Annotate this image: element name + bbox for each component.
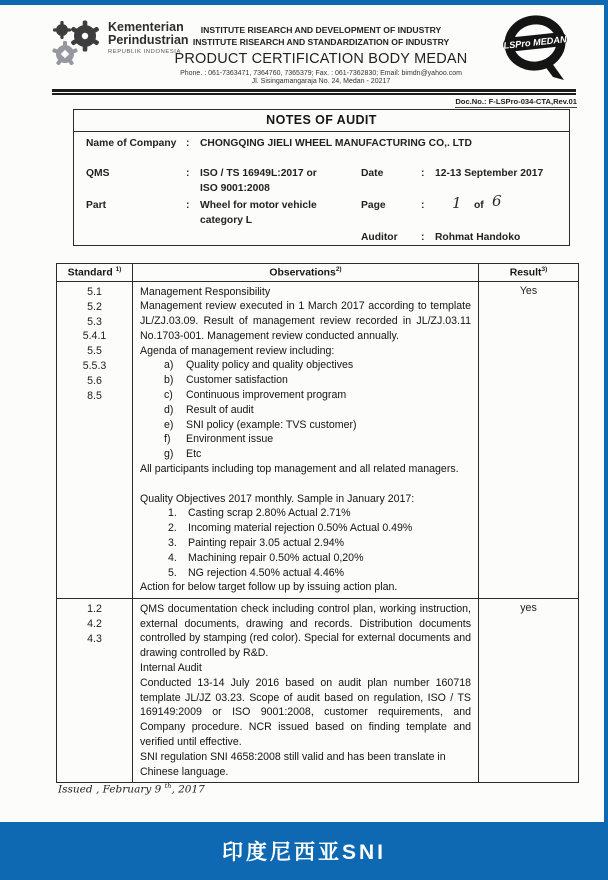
observation-line: Quality Objectives 2017 monthly. Sample in January 2017: [140,492,415,505]
table-header-row [57,264,579,282]
document-page [0,5,604,822]
colon: : [421,200,425,211]
date-label: Date [361,168,384,179]
col-header-standard: Standard $^{1)}$ [57,264,133,282]
org-contact: Phone. : 061-7363471, 7364760, 7365379; Fax. : 061-7362830; Email: bimdn@yahoo.com [180,69,462,77]
page-of-label: of [474,200,484,211]
ministry-line3: REPUBLIK INDONESIA [108,49,181,56]
observations-cell [133,282,479,599]
observation-paragraph: Management review executed in 1 March 2017 according to template JL/ZJ.03.09. Result of management review recorded in JL/ZJ.03.11 No.1703-001. Management review conducted annually. [140,300,471,342]
footer-banner [0,822,608,880]
colon: : [186,168,190,179]
letterhead [152,24,490,85]
observation-line: Action for below target follow up by issuing action plan. [140,581,398,594]
doc-number: Doc.No.: F-LSPro-034-CTA,Rev.01 [455,97,577,106]
observation-paragraph: QMS documentation check including control plan, working instruction, external documents, drawing and records. Distribution documents controlled by stamping (red color). Special for external documents and drawing controlled by R&D. [140,602,471,660]
notes-of-audit-box [73,109,570,246]
colon: : [186,138,190,149]
result-cell: Yes [479,282,579,599]
observation-line: Agenda of management review including: [140,344,335,357]
ministry-line2: Perindustrian [108,33,189,48]
auditor-value: Rohmat Handoko [435,232,521,243]
page-current-handwritten: 1 [452,194,462,212]
page-label: Page [361,200,386,211]
observation-list-item: c) Continuous improvement program [164,389,347,402]
observation-list-item: d) Result of audit [164,403,254,416]
observation-list-item: a) Quality policy and quality objectives [164,359,354,372]
part-value-line2: category L [200,215,253,226]
col-header-result: Result$^{3)}$ [479,264,579,282]
header-divider [52,89,576,95]
qms-value-line1: ISO / TS 16949L:2017 or [200,168,317,179]
colon: : [186,200,190,211]
observation-numbered-item: 4. Machining repair 0.50% actual 0,20% [168,551,364,564]
observation-numbered-item: 5. NG rejection 4.50% actual 4.46% [168,566,345,579]
observation-list-item: e) SNI policy (example: TVS customer) [164,418,357,431]
observation-line: All participants including top management and all related managers. [140,463,459,476]
company-label: Name of Company [86,138,177,149]
qms-label: QMS [86,168,110,179]
observation-numbered-item: 3. Painting repair 3.05 actual 2.94% [168,537,345,550]
issued-date: Issued , February 9 $^{th}$, 2017 [58,782,205,796]
observation-list-item: f) Environment issue [164,433,274,446]
standard-clauses: 5.1 5.2 5.3 5.4.1 5.5 5.5.3 5.6 8.5 [57,282,133,599]
result-cell: yes [479,599,579,783]
table-row [57,599,579,783]
colon: : [421,168,425,179]
ministry-line1: Kementerian [108,20,184,34]
observation-line: Internal Audit [140,661,202,674]
observation-paragraph: SNI regulation SNI 4658:2008 still valid and has been translate in Chinese language. [140,750,446,778]
col-header-observations: Observations$^{2)}$ [133,264,479,282]
company-value: CHONGQING JIELI WHEEL MANUFACTURING CO,. LTD [200,138,472,149]
notes-title: NOTES OF AUDIT [74,110,569,132]
observation-line: Management Responsibility [140,285,271,298]
audit-table [56,263,579,783]
observation-paragraph: Conducted 13-14 July 2016 based on audit plan number 160718 template JL/JZ 03.23. Scope of audit based on regulation, ISO / TS 169149:2009 or ISO 9001:2008, customer requirements, and Company procedure. NCR issued based on finding template and verified until effective. [140,676,471,748]
standard-clauses: 1.2 4.2 4.3 [57,599,133,783]
observation-numbered-item: 1. Casting scrap 2.80% Actual 2.71% [168,507,351,520]
table-row [57,282,579,599]
observation-list-item: b) Customer satisfaction [164,374,288,387]
page-total-handwritten: 6 [492,192,502,210]
colon: : [421,232,425,243]
org-address: Jl. Sisingamangaraja No. 24, Medan - 20217 [251,77,391,85]
observation-list-item: g) Etc [164,448,202,461]
footer-text: 印度尼西亚SNI [221,841,386,864]
qms-value-line2: ISO 9001:2008 [200,183,270,194]
observations-cell [133,599,479,783]
org-line1: INSTITUTE RISEARCH AND DEVELOPMENT OF INDUSTRY [200,25,442,35]
lspro-logo-text: LSPro MEDAN [503,34,568,51]
lspro-medan-logo-icon [494,7,576,89]
part-value-line1: Wheel for motor vehicle [200,200,317,211]
observation-numbered-item: 2. Incoming material rejection 0.50% Actual 0.49% [168,522,413,535]
ministry-gears-icon [50,17,106,73]
auditor-label: Auditor [361,232,398,243]
blank-line [140,477,471,492]
org-line3: PRODUCT CERTIFICATION BODY MEDAN [174,50,468,67]
part-label: Part [86,200,107,211]
org-line2: INSTITUTE RISEARCH AND STANDARDIZATION OF INDUSTRY [192,37,450,48]
date-value: 12-13 September 2017 [435,168,544,179]
